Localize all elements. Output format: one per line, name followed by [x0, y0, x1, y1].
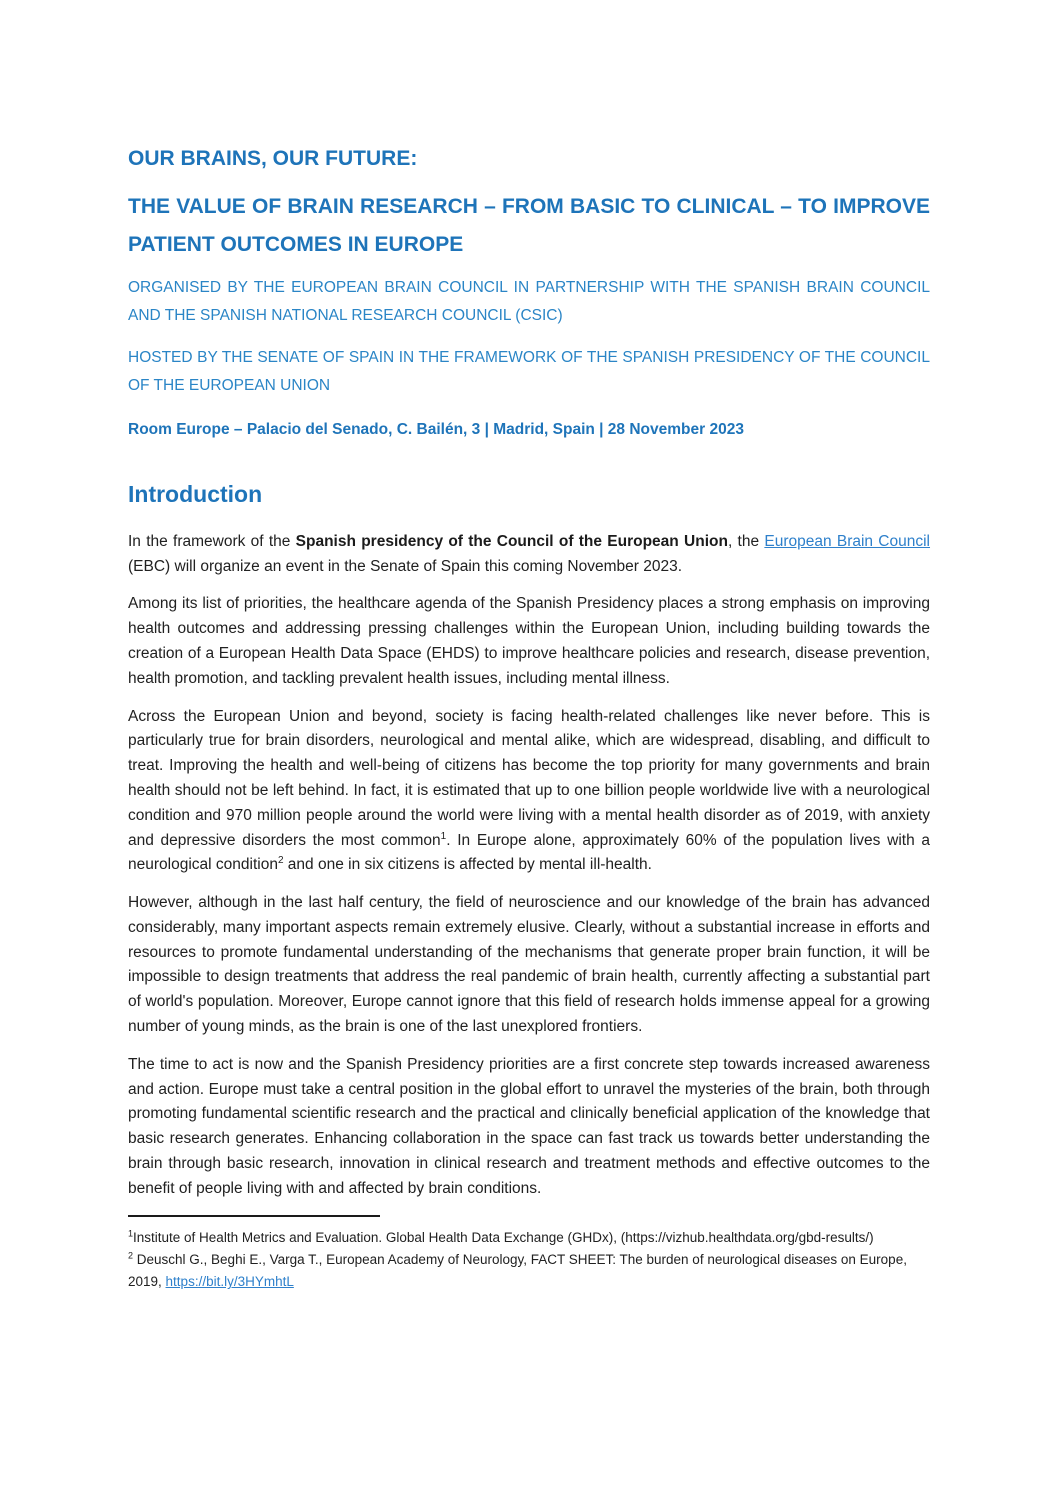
p3-text-2: . In Europe alone, approximately 60% of the population lives with a neurological condition	[128, 831, 931, 874]
intro-paragraph-2: Among its list of priorities, the healthcare agenda of the Spanish Presidency places a strong emphasis on improving health outcomes and addressing pressing challenges within the European Union, including building towards the creation of a European Health Data Space (EHDS) to improve healthcare policies and research, disease prevention, health promotion, and tackling prevalent health issues, including mental illness.	[128, 595, 930, 687]
p3-text-3: and one in six citizens is affected by mental ill-health.	[283, 856, 652, 874]
footnote-2-marker: 2	[128, 1250, 134, 1261]
footnote-2-text: Deuschl G., Beghi E., Varga T., European Academy of Neurology, FACT SHEET: The burden of neurological diseases on Europe, 2019,	[128, 1251, 907, 1290]
footnote-1-marker: 1	[128, 1228, 134, 1239]
european-brain-council-link[interactable]: European Brain Council	[764, 532, 931, 550]
document-kicker: OUR BRAINS, OUR FUTURE:	[128, 147, 418, 170]
event-location-date: Room Europe – Palacio del Senado, C. Bailén, 3 | Madrid, Spain | 28 November 2023	[128, 420, 744, 438]
footnote-2-link[interactable]: https://bit.ly/3HYmhtL	[165, 1274, 294, 1290]
footnote-separator	[128, 1215, 380, 1217]
footnote-2	[128, 1249, 930, 1294]
document-title: THE VALUE OF BRAIN RESEARCH – FROM BASIC TO CLINICAL – TO IMPROVE PATIENT OUTCOMES IN EUROPE	[128, 194, 930, 256]
footnote-ref-2: 2	[277, 855, 284, 867]
introduction-heading: Introduction	[128, 480, 263, 507]
p1-text-post: (EBC) will organize an event in the Senate of Spain this coming November 2023.	[128, 557, 682, 575]
intro-paragraph-1	[128, 530, 930, 580]
hosted-by-line: HOSTED BY THE SENATE OF SPAIN IN THE FRAMEWORK OF THE SPANISH PRESIDENCY OF THE COUNCIL OF THE EUROPEAN UNION	[128, 349, 930, 395]
footnote-1	[128, 1227, 930, 1249]
organised-by-line: ORGANISED BY THE EUROPEAN BRAIN COUNCIL IN PARTNERSHIP WITH THE SPANISH BRAIN COUNCIL AND THE SPANISH NATIONAL RESEARCH COUNCIL (CSIC)	[128, 279, 930, 325]
p1-text-pre: In the framework of the	[128, 532, 296, 550]
footnote-1-text: Institute of Health Metrics and Evaluation. Global Health Data Exchange (GHDx), (https://vizhub.healthdata.org/gbd-results/)	[133, 1229, 874, 1245]
intro-paragraph-5: The time to act is now and the Spanish Presidency priorities are a first concrete step towards increased awareness and action. Europe must take a central position in the global effort to unravel the mysteries of the brain, both through promoting fundamental scientific research and the practical and clinically beneficial application of the knowledge that basic research generates. Enhancing collaboration in the space can fast track us towards better understanding the brain through basic research, innovation in clinical research and treatment methods and effective outcomes to the benefit of people living with and affected by brain conditions.	[128, 1055, 930, 1197]
p1-bold-phrase: Spanish presidency of the Council of the European Union	[295, 532, 728, 550]
p3-text-1: Across the European Union and beyond, society is facing health-related challenges like never before. This is particularly true for brain disorders, neurological and mental alike, which are widespread, disabling, and difficult to treat. Improving the health and well-being of citizens has become the top priority for many governments and brain health should not be left behind. In fact, it is estimated that up to one billion people worldwide live with a neurological condition and 970 million people around the world were living with a mental health disorder as of 2019, with anxiety and depressive disorders the most common	[128, 707, 930, 849]
intro-paragraph-3	[128, 705, 930, 879]
p1-text-mid: , the	[727, 532, 765, 550]
footnote-ref-1: 1	[440, 830, 447, 842]
intro-paragraph-4: However, although in the last half century, the field of neuroscience and our knowledge of the brain has advanced considerably, many important aspects remain extremely elusive. Clearly, without a substantial increase in efforts and resources to promote fundamental understanding of the mechanisms that generate proper brain function, it will be impossible to design treatments that address the real pandemic of brain health, currently affecting a substantial part of world's population. Moreover, Europe cannot ignore that this field of research holds immense appeal for a growing number of young minds, as the brain is one of the last unexplored frontiers.	[128, 894, 930, 1036]
